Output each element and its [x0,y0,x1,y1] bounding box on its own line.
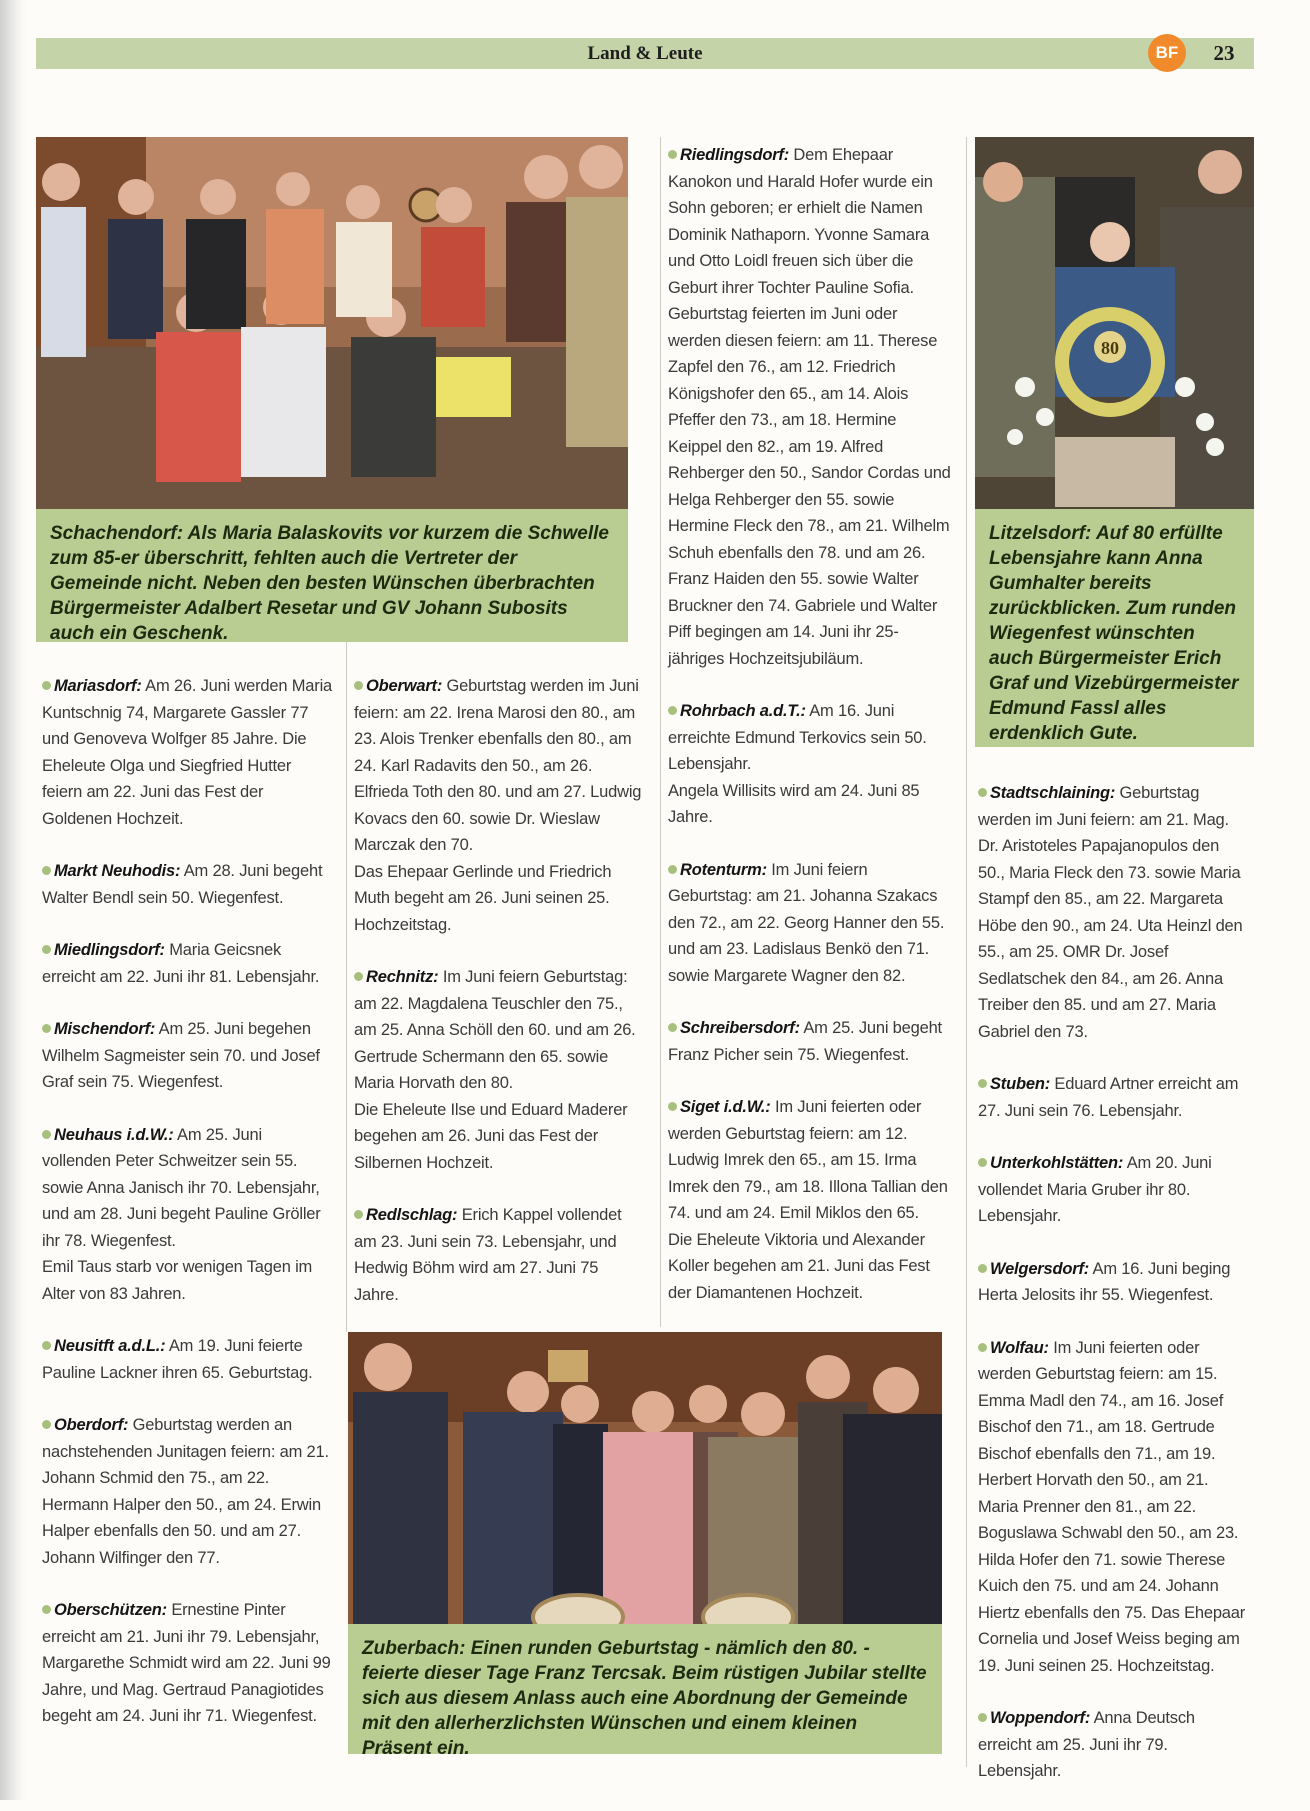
bullet-icon [978,1264,987,1273]
caption-litzelsdorf: Litzelsdorf: Auf 80 erfüllte Lebensjahre kann Anna Gumhalter bereits zurückblicken. Zum runden Wiegenfest wünschten auch Bürgermeister Erich Graf und Vizebürgermeister Edmund Fassl alles erdenklich Gute. [975,509,1254,747]
bullet-icon [978,788,987,797]
bullet-icon [42,1605,51,1614]
bullet-icon [668,150,677,159]
entry-woppendorf: Woppendorf: Anna Deutsch erreicht am 25. Juni ihr 79. Lebensjahr. [978,1709,1195,1780]
bullet-icon [42,866,51,875]
entry-oberdorf: Oberdorf: Geburtstag werden an nachstehenden Junitagen feiern: am 21. Johann Schmid den 75., am 22. Hermann Halper den 50., am 24. Erwin Halper ebenfalls den 50. und am 27. Johann Wilfinger den 77. [42,1416,329,1567]
column-4 [978,780,1250,1811]
entry-rechnitz: Rechnitz: Im Juni feiern Geburtstag: am 22. Magdalena Teuschler den 75., am 25. Anna Schöll den 60. und am 26. Gertrude Schermann den 65. sowie Maria Horvath den 80. Die Eheleute Ilse und Eduard Maderer begehen am 26. Juni das Fest der Silbernen Hochzeit. [354,968,636,1172]
bullet-icon [354,1210,363,1219]
entry-redlschlag: Redlschlag: Erich Kappel vollendet am 23. Juni sein 73. Lebensjahr, und Hedwig Böhm wird am 27. Juni 75 Jahre. [354,1206,622,1304]
column-divider [346,642,347,1332]
entry-stadtschlaining: Stadtschlaining: Geburtstag werden im Juni feiern: am 21. Mag. Dr. Aristoteles Papajanopulos den 50., Maria Fleck den 73. sowie Maria Stampf den 85., am 22. Margareta Höbe den 90., am 24. Uta Heinzl den 55., am 25. OMR Dr. Josef Sedlatschek den 84., am 26. Anna Treiber den 85. und am 27. Maria Gabriel den 73. [978,784,1243,1041]
photo-schachendorf [36,137,628,509]
bullet-icon [668,706,677,715]
entry-stuben: Stuben: Eduard Artner erreicht am 27. Juni sein 76. Lebensjahr. [978,1075,1239,1120]
caption-schachendorf: Schachendorf: Als Maria Balaskovits vor kurzem die Schwelle zum 85-er überschritt, fehlten auch die Vertreter der Gemeinde nicht. Neben den besten Wünschen überbrachten Bürgermeister Adalbert Resetar und GV Johann Subosits auch ein Geschenk. [36,509,628,642]
bullet-icon [42,1341,51,1350]
column-2 [354,673,646,1334]
entry-unterkohlstaetten: Unterkohlstätten: Am 20. Juni vollendet Maria Gruber ihr 80. Lebensjahr. [978,1154,1212,1225]
column-1 [42,673,332,1756]
entry-neuhaus: Neuhaus i.d.W.: Am 25. Juni vollenden Peter Schweitzer sein 55. sowie Anna Janisch ihr 70. Lebensjahr, und am 28. Juni begeht Pauline Gröller ihr 78. Wiegenfest. Emil Taus starb vor wenigen Tagen im Alter von 83 Jahren. [42,1125,321,1303]
photo-litzelsdorf [975,137,1254,509]
entry-neusitft: Neusitft a.d.L.: Am 19. Juni feierte Pauline Lackner ihren 65. Geburtstag. [42,1337,313,1382]
bullet-icon [42,681,51,690]
bullet-icon [42,1024,51,1033]
bullet-icon [42,1420,51,1429]
bf-logo: BF [1148,34,1186,72]
entry-schreibersdorf: Schreibersdorf: Am 25. Juni begeht Franz Picher sein 75. Wiegenfest. [668,1019,942,1064]
entry-rotenturm: Rotenturm: Im Juni feiern Geburtstag: am 21. Johanna Szakacs den 72., am 22. Georg Hanner den 55. und am 23. Ladislaus Benkö den 71. sowie Margarete Wagner den 82. [668,860,945,985]
bullet-icon [42,1130,51,1139]
bullet-icon [978,1713,987,1722]
column-divider [966,137,967,1767]
entry-welgersdorf: Welgersdorf: Am 16. Juni beging Herta Jelosits ihr 55. Wiegenfest. [978,1259,1231,1304]
wreath-80-label: 80 [1101,338,1119,358]
bullet-icon [978,1158,987,1167]
bullet-icon [668,1102,677,1111]
entry-riedlingsdorf: Riedlingsdorf: Dem Ehepaar Kanokon und Harald Hofer wurde ein Sohn geboren; er erhielt die Namen Dominik Nathaporn. Yvonne Samara und Otto Loidl freuen sich über die Geburt ihrer Tochter Pauline Sofia. Geburtstag feierten im Juni oder werden diesen feiern: am 11. Therese Zapfel den 76., am 12. Friedrich Königshofer den 65., am 14. Alois Pfeffer den 73., am 18. Hermine Keippel den 82., am 19. Alfred Rehberger den 50., Sandor Cordas und Helga Rehberger den 55. sowie Hermine Fleck den 78., am 21. Wilhelm Schuh ebenfalls den 78. und am 26. Franz Haiden den 55. sowie Walter Bruckner den 74. Gabriele und Walter Piff begingen am 14. Juni ihr 25-jähriges Hochzeitsjubiläum. [668,146,951,668]
entry-wolfau: Wolfau: Im Juni feierten oder werden Geburtstag feiern: am 15. Emma Madl den 74., am 16. Josef Bischof den 71., am 18. Gertrude Bischof ebenfalls den 71., am 19. Herbert Horvath den 50., am 21. Maria Prenner den 81., am 22. Boguslawa Schwabl den 50., am 23. Hilda Hofer den 71. sowie Therese Kuich den 75. und am 24. Johann Hiertz ebenfalls den 75. Das Ehepaar Cornelia und Josef Weiss beging am 19. Juni seinen 25. Hochzeitstag. [978,1338,1246,1675]
caption-zuberbach: Zuberbach: Einen runden Geburtstag - nämlich den 80. - feierte dieser Tage Franz Tercsak. Beim rüstigen Jubilar stellte sich aus diesem Anlass auch eine Abordnung der Gemeinde mit den allerherzlichsten Wünschen und einem kleinen Präsent ein. [348,1624,942,1754]
entry-rohrbach: Rohrbach a.d.T.: Am 16. Juni erreichte Edmund Terkovics sein 50. Lebensjahr. Angela Willisits wird am 24. Juni 85 Jahre. [668,702,927,826]
photo-zuberbach [348,1332,942,1624]
entry-oberwart: Oberwart: Geburtstag werden im Juni feiern: am 22. Irena Marosi den 80., am 23. Alois Trenker ebenfalls den 80., am 24. Karl Radavits den 50., am 26. Elfrieda Toth den 80. und am 27. Ludwig Kovacs den 60. sowie Dr. Wieslaw Marczak den 70. Das Ehepaar Gerlinde und Friedrich Muth begeht am 26. Juni seinen 25. Hochzeitstag. [354,677,642,934]
page-binding-shadow [0,0,26,1800]
section-title: Land & Leute [587,43,703,64]
entry-siget: Siget i.d.W.: Im Juni feierten oder werden Geburtstag feiern: am 12. Ludwig Imrek den 65., am 15. Irma Imrek den 79., am 18. Illona Tallian den 74. und am 24. Emil Miklos den 65. Die Eheleute Viktoria und Alexander Koller begehen am 21. Juni das Fest der Diamantenen Hochzeit. [668,1098,948,1302]
entry-markt-neuhodis: Markt Neuhodis: Am 28. Juni begeht Walter Bendl sein 50. Wiegenfest. [42,862,323,907]
entry-mariasdorf: Mariasdorf: Am 26. Juni werden Maria Kuntschnig 74, Margarete Gassler 77 und Genoveva Wolfger 85 Jahre. Die Eheleute Olga und Siegfried Hutter feiern am 22. Juni das Fest der Goldenen Hochzeit. [42,677,333,828]
bullet-icon [354,681,363,690]
bullet-icon [978,1079,987,1088]
bullet-icon [42,945,51,954]
entry-miedlingsdorf: Miedlingsdorf: Maria Geicsnek erreicht am 22. Juni ihr 81. Lebensjahr. [42,941,320,986]
bullet-icon [668,1023,677,1032]
bullet-icon [978,1343,987,1352]
entry-mischendorf: Mischendorf: Am 25. Juni begehen Wilhelm Sagmeister sein 70. und Josef Graf sein 75. Wiegenfest. [42,1020,320,1091]
section-header-bar [36,38,1254,69]
bullet-icon [668,865,677,874]
column-3 [668,142,952,1332]
bullet-icon [354,972,363,981]
page-number: 23 [1213,41,1235,65]
entry-oberschuetzen: Oberschützen: Ernestine Pinter erreicht am 21. Juni ihr 79. Lebensjahr, Margarethe Schmidt wird am 22. Juni 99 Jahre, und Mag. Gertraud Panagiotides begeht am 24. Juni ihr 71. Wiegenfest. [42,1601,331,1725]
column-divider [660,137,661,1327]
